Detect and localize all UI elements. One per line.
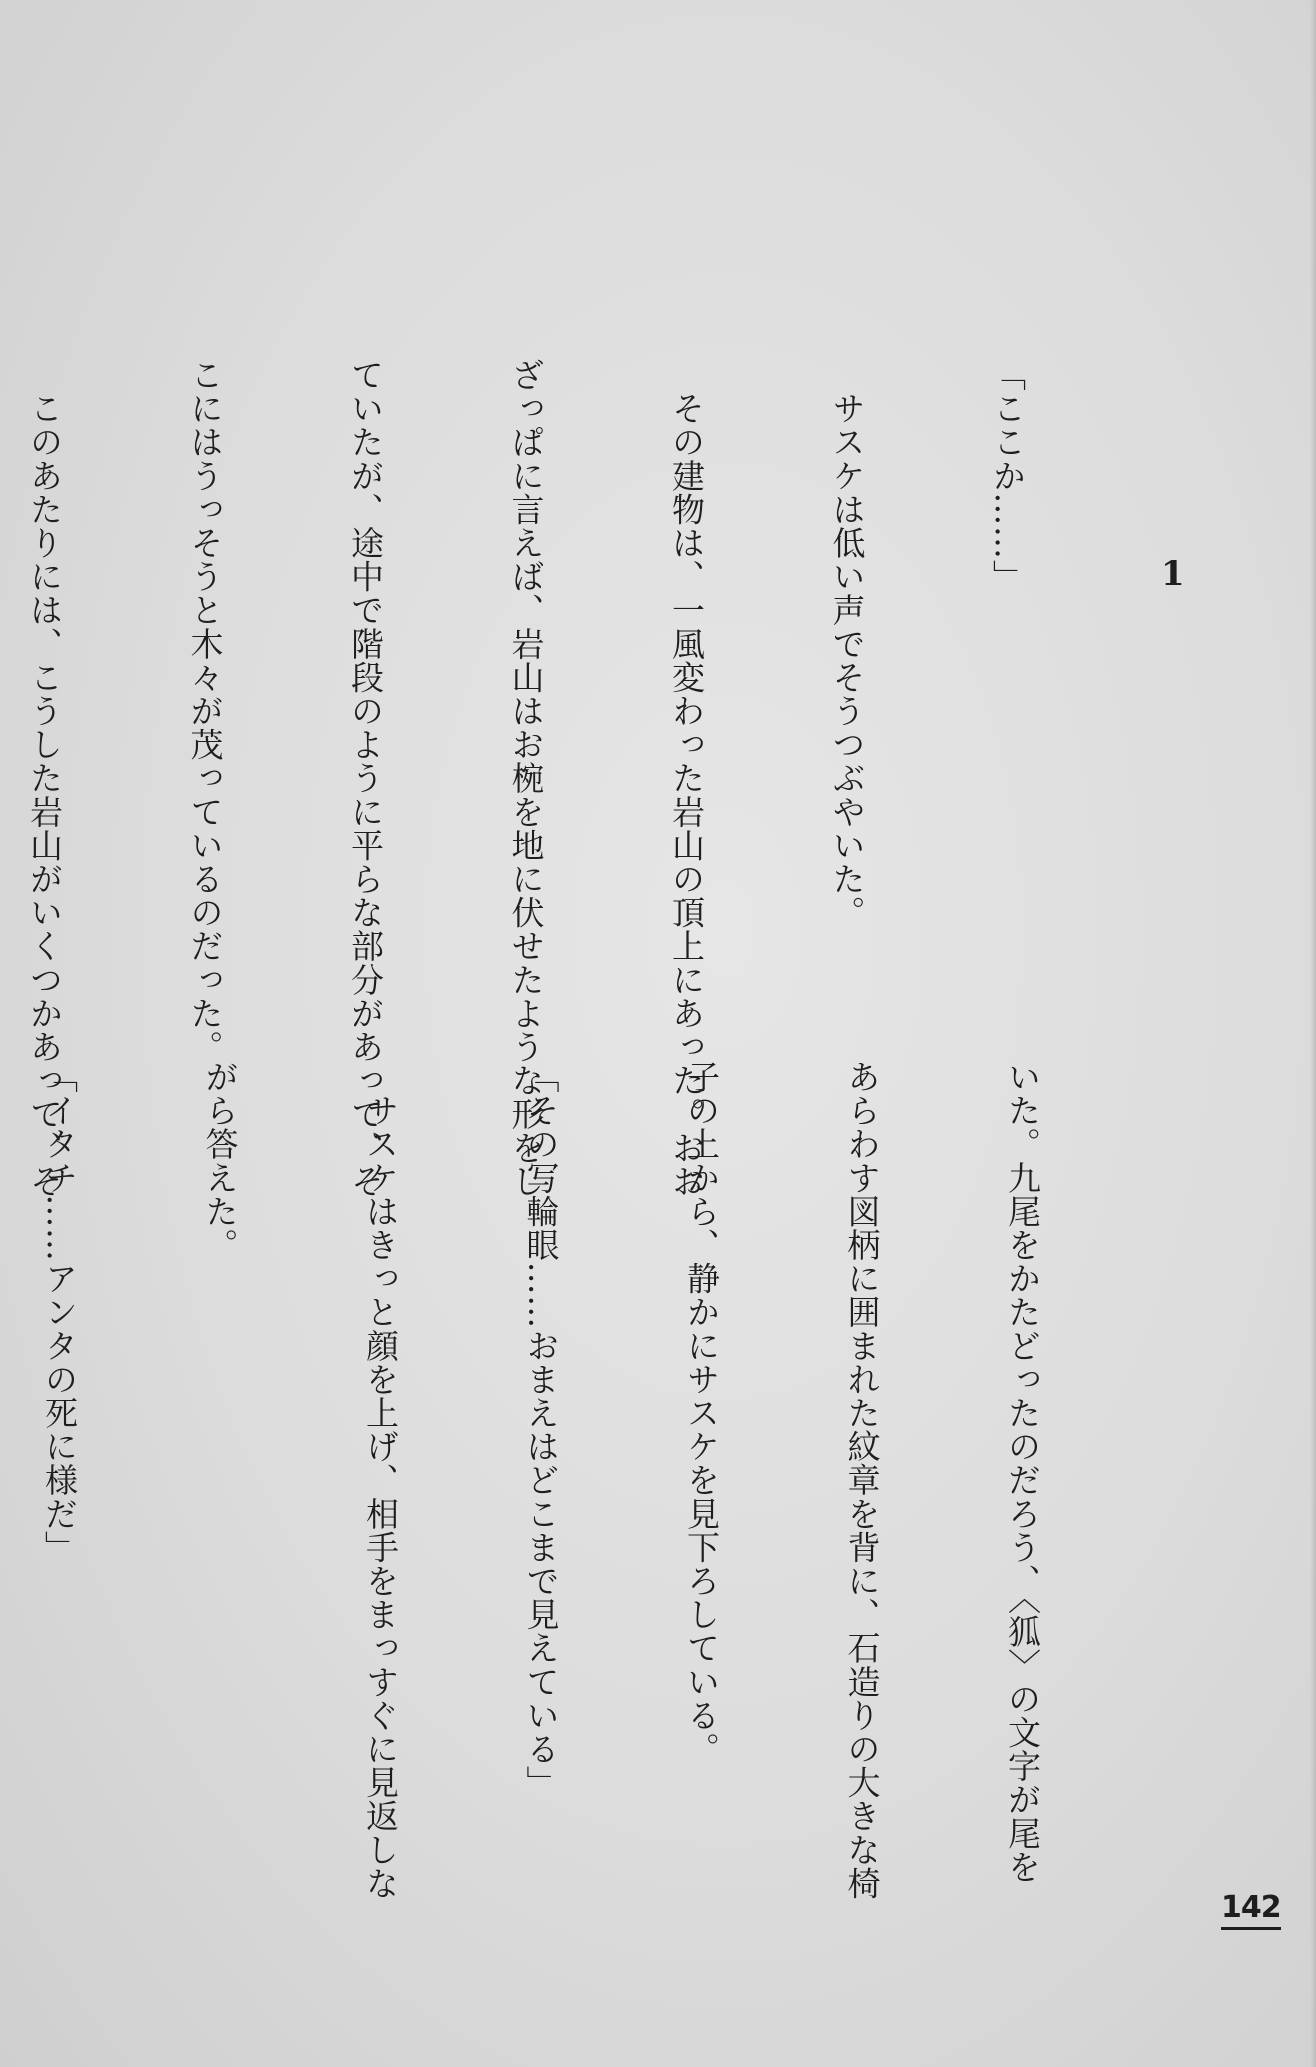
- text-column: こにはうっそうと木々が茂っているのだった。: [185, 358, 225, 1064]
- text-block-lower: [0, 1060, 1156, 1900]
- text-column: あらわす図柄に囲まれた紋章を背に、石造りの大きな椅: [842, 1060, 882, 1900]
- chapter-number: 1: [1161, 554, 1185, 594]
- text-column: がら答えた。: [200, 1060, 240, 1262]
- text-column: その建物は、一風変わった岩山の頂上にあった。おお: [667, 358, 706, 1198]
- text-column: 「ここか……」: [988, 358, 1027, 594]
- text-column: 子の上から、静かにサスケを見下ろしている。: [682, 1060, 721, 1766]
- text-column: ざっぱに言えば、岩山はお椀を地に伏せたような形をし: [506, 358, 546, 1198]
- text-column: サスケはきっと顔を上げ、相手をまっすぐに見返しな: [361, 1060, 400, 1900]
- text-column: いた。九尾をかたどったのだろう、〈狐〉の文字が尾を: [1003, 1060, 1042, 1884]
- text-column: 「その写輪眼……おまえはどこまで見えている」: [521, 1060, 561, 1800]
- text-column: サスケは低い声でそうつぶやいた。: [827, 358, 867, 930]
- text-column: ていたが、途中で階段のように平らな部分があって、そ: [346, 358, 385, 1198]
- text-column: 「イタチ……アンタの死に様だ」: [40, 1060, 79, 1564]
- page-number: 142: [1221, 1893, 1281, 1930]
- text-column: このあたりには、こうした岩山がいくつかあって、そ: [25, 358, 64, 1198]
- scan-edge-shadow: [1310, 0, 1316, 2067]
